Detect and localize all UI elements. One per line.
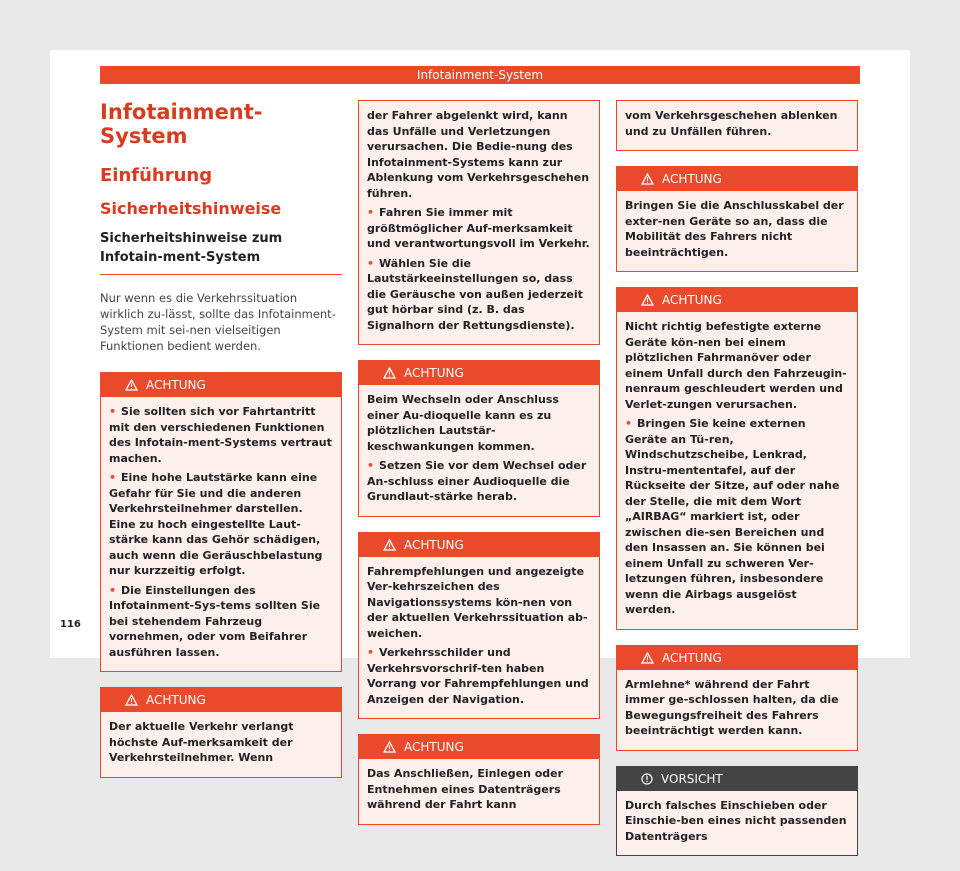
warning-triangle-icon bbox=[383, 539, 396, 551]
warning-text: vom Verkehrsgeschehen ablenken und zu Unfällen führen. bbox=[625, 109, 838, 138]
list-item: • Setzen Sie vor dem Wechsel oder An-schluss einer Audioquelle die Grundlaut-stärke herab. bbox=[367, 458, 591, 505]
warning-triangle-icon bbox=[125, 694, 138, 706]
list-item: • Fahren Sie immer mit größtmöglicher Auf-merksamkeit und verantwortungsvoll im Verkehr. bbox=[367, 205, 591, 252]
list-item: • Eine hohe Lautstärke kann eine Gefahr für Sie und die anderen Verkehrsteilnehmer darstellen. Eine zu hoch eingestellte Laut-stärke kann das Gehör schädigen, auch wenn die Geräuschbelastung nur kurzzeitig erfolgt. bbox=[109, 470, 333, 579]
warning-header bbox=[617, 167, 857, 191]
warning-triangle-icon bbox=[641, 652, 654, 664]
list-item: • Verkehrsschilder und Verkehrsvorschrif-ten haben Vorrang vor Fahrempfehlungen und Anzeigen der Navigation. bbox=[367, 645, 591, 707]
warning-box bbox=[100, 687, 342, 778]
warning-box bbox=[358, 734, 600, 825]
topic-title: Sicherheitshinweise zum Infotain-ment-System bbox=[100, 229, 342, 275]
warning-body bbox=[359, 101, 599, 344]
warning-box bbox=[616, 287, 858, 630]
warning-header bbox=[101, 373, 341, 397]
chapter-title: Infotainment-System bbox=[100, 100, 263, 148]
subsection-title: Sicherheitshinweise bbox=[100, 199, 282, 218]
caution-box bbox=[616, 766, 858, 857]
warning-triangle-icon bbox=[641, 173, 654, 185]
column-3 bbox=[616, 100, 858, 871]
caution-text: Durch falsches Einschieben oder Einschie-ben eines nicht passenden Datenträgers bbox=[625, 798, 847, 843]
list-item: • Sie sollten sich vor Fahrtantritt mit den verschiedenen Funktionen des Infotain-ment-Systems vertraut machen. bbox=[109, 404, 333, 466]
warning-body bbox=[359, 557, 599, 719]
warning-header bbox=[359, 735, 599, 759]
warning-box-continued bbox=[616, 100, 858, 151]
warning-label: ACHTUNG bbox=[662, 293, 722, 307]
page-number: 116 bbox=[60, 619, 81, 630]
warning-text: Das Anschließen, Einlegen oder Entnehmen eines Datenträgers während der Fahrt kann bbox=[367, 767, 564, 811]
warning-label: ACHTUNG bbox=[404, 366, 464, 380]
warning-triangle-icon bbox=[383, 367, 396, 379]
caution-body bbox=[617, 791, 857, 856]
warning-body bbox=[101, 397, 341, 671]
warning-box bbox=[616, 645, 858, 751]
warning-body bbox=[617, 101, 857, 150]
caution-label: VORSICHT bbox=[661, 771, 723, 786]
warning-text: Beim Wechseln oder Anschluss einer Au-dioquelle kann es zu plötzlichen Lautstär-keschwankungen kommen. bbox=[367, 393, 559, 453]
column-1 bbox=[100, 95, 342, 793]
warning-text: Der aktuelle Verkehr verlangt höchste Auf-merksamkeit der Verkehrsteilnehmer. Wenn bbox=[109, 720, 294, 764]
warning-box-continued bbox=[358, 100, 600, 345]
warning-label: ACHTUNG bbox=[662, 172, 722, 186]
warning-header bbox=[617, 646, 857, 670]
warning-triangle-icon bbox=[125, 379, 138, 391]
section-title: Einführung bbox=[100, 165, 213, 186]
running-header: Infotainment-System bbox=[100, 66, 860, 84]
warning-header bbox=[101, 688, 341, 712]
warning-body bbox=[617, 312, 857, 629]
warning-triangle-icon bbox=[641, 294, 654, 306]
warning-text: Bringen Sie die Anschlusskabel der exter-nen Geräte so an, dass die Mobilität des Fahrers nicht beeinträchtigen. bbox=[625, 199, 844, 259]
warning-label: ACHTUNG bbox=[404, 537, 464, 552]
warning-text: Nicht richtig befestigte externe Geräte kön-nen bei einem plötzlichen Fahrmanöver oder einem Unfall durch den Fahrzeugin-nenraum geschleudert werden und Verlet-zungen verursachen. bbox=[625, 320, 847, 411]
list-item: • Bringen Sie keine externen Geräte an Tü-ren, Windschutzscheibe, Lenkrad, Instru-mententafel, auf der Rückseite der Sitze, auf oder nahe der Stelle, die mit dem Wort „AIRBAG“ markiert ist, oder zwischen die-sen Bereichen und den Insassen an. Sie können bei einem Unfall zu schweren Ver-letzungen führen, insbesondere wenn die Airbags ausgelöst werden. bbox=[625, 416, 849, 618]
warning-body bbox=[101, 712, 341, 777]
warning-text: der Fahrer abgelenkt wird, kann das Unfälle und Verletzungen verursachen. Die Bedie-nung des Infotainment-Systems kann zur Ablenkung vom Verkehrsgeschehen führen. bbox=[367, 109, 590, 200]
warning-label: ACHTUNG bbox=[146, 693, 206, 707]
warning-header bbox=[359, 533, 599, 557]
warning-box bbox=[616, 166, 858, 272]
warning-box bbox=[358, 360, 600, 517]
warning-label: ACHTUNG bbox=[404, 740, 464, 754]
warning-label: ACHTUNG bbox=[662, 650, 722, 665]
warning-label: ACHTUNG bbox=[146, 378, 206, 392]
warning-triangle-icon bbox=[383, 741, 396, 753]
warning-body bbox=[617, 191, 857, 271]
warning-body bbox=[359, 385, 599, 516]
intro-paragraph: Nur wenn es die Verkehrssituation wirklich zu-lässt, sollte das Infotainment-System mit sei-nen vielseitigen Funktionen bedient werden. bbox=[100, 291, 336, 353]
warning-header bbox=[617, 288, 857, 312]
warning-box bbox=[358, 532, 600, 720]
warning-text: Fahrempfehlungen und angezeigte Ver-kehrszeichen des Navigationssystems kön-nen von der aktuellen Verkehrssituation ab-weichen. bbox=[367, 564, 588, 640]
warning-body bbox=[359, 759, 599, 824]
caution-header bbox=[617, 767, 857, 791]
warning-header bbox=[359, 361, 599, 385]
column-2 bbox=[358, 100, 600, 840]
info-circle-icon bbox=[641, 773, 653, 785]
warning-text: Armlehne* während der Fahrt immer ge-schlossen halten, da die Bewegungsfreiheit des Fahrers beeinträchtigt werden kann. bbox=[625, 677, 839, 737]
list-item: • Wählen Sie die Lautstärkeeinstellungen so, dass die Geräusche von außen jederzeit gut hörbar sind (z. B. das Signalhorn der Rettungsdienste). bbox=[367, 256, 591, 334]
warning-box bbox=[100, 372, 342, 672]
list-item: • Die Einstellungen des Infotainment-Sys-tems sollten Sie bei stehendem Fahrzeug vornehmen, oder vom Beifahrer ausführen lassen. bbox=[109, 583, 333, 661]
warning-body bbox=[617, 670, 857, 750]
